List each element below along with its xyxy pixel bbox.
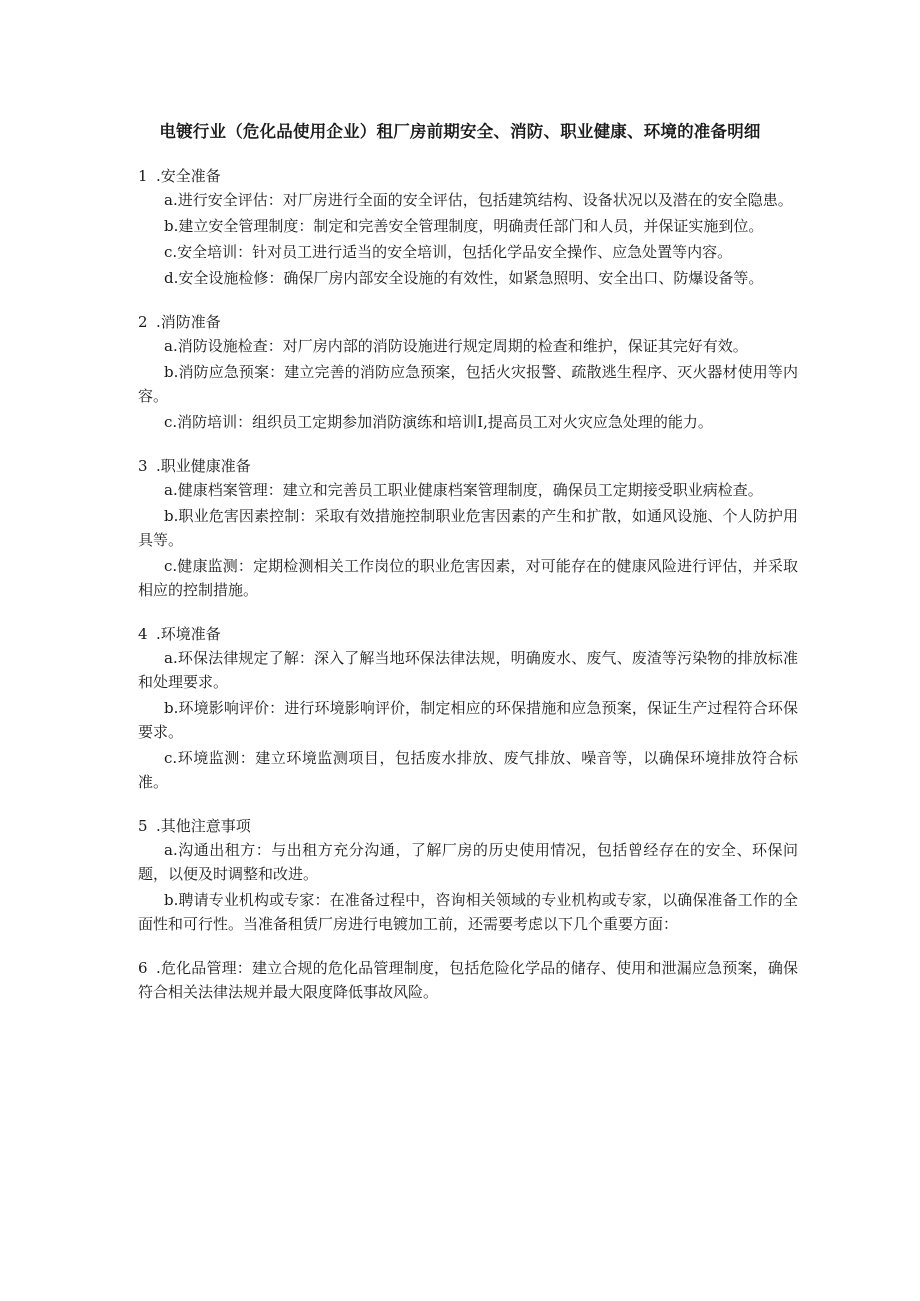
section-heading: [138, 164, 798, 188]
section-heading: [138, 622, 798, 646]
section-heading: [138, 454, 798, 478]
list-item: c.安全培训：针对员工进行适当的安全培训，包括化学品安全操作、应急处置等内容。: [164, 243, 733, 261]
list-item: b.消防应急预案：建立完善的消防应急预案，包括火灾报警、疏散逃生程序、灭火器材使用等内容。: [138, 363, 798, 405]
document-body: [138, 164, 798, 1004]
list-item: b.聘请专业机构或专家：在准备过程中，咨询相关领域的专业机构或专家，以确保准备工作的全面性和可行性。当准备租赁厂房进行电镀加工前，还需要考虑以下几个重要方面：: [138, 891, 798, 933]
list-item: b.建立安全管理制度：制定和完善安全管理制度，明确责任部门和人员，并保证实施到位。: [164, 217, 764, 235]
section-heading: [138, 814, 798, 838]
section-title: .职业健康准备: [156, 457, 251, 475]
section-number: 5: [138, 817, 148, 835]
final-paragraph: [138, 956, 798, 1004]
section-heading: [138, 310, 798, 334]
paragraph-text: .危化品管理：建立合规的危化品管理制度，包括危险化学品的储存、使用和泄漏应急预案，确保符合相关法律法规并最大限度降低事故风险。: [138, 959, 798, 1001]
section-number: 3: [138, 457, 148, 475]
section-number: 2: [138, 313, 148, 331]
section-title: .消防准备: [156, 313, 221, 331]
section-safety: [138, 164, 798, 290]
section-title: .环境准备: [156, 625, 221, 643]
list-item: c.健康监测：定期检测相关工作岗位的职业危害因素，对可能存在的健康风险进行评估，并采取相应的控制措施。: [138, 557, 798, 599]
list-item: a.环保法律规定了解：深入了解当地环保法律法规，明确废水、废气、废渣等污染物的排放标准和处理要求。: [138, 649, 798, 691]
section-other-notes: [138, 814, 798, 936]
list-item: c.环境监测：建立环境监测项目，包括废水排放、废气排放、噪音等，以确保环境排放符合标准。: [138, 749, 798, 791]
section-number: 1: [138, 167, 148, 185]
list-item: a.沟通出租方：与出租方充分沟通，了解厂房的历史使用情况，包括曾经存在的安全、环保问题，以便及时调整和改进。: [138, 841, 798, 883]
section-title: .其他注意事项: [156, 817, 251, 835]
section-number: 4: [138, 625, 148, 643]
paragraph-number: 6: [138, 959, 148, 977]
list-item: b.环境影响评价：进行环境影响评价，制定相应的环保措施和应急预案，保证生产过程符合环保要求。: [138, 699, 798, 741]
section-title: .安全准备: [156, 167, 221, 185]
document-title: 电镀行业（危化品使用企业）租厂房前期安全、消防、职业健康、环境的准备明细: [159, 122, 761, 141]
section-environment: [138, 622, 798, 794]
list-item: a.健康档案管理：建立和完善员工职业健康档案管理制度，确保员工定期接受职业病检查。: [164, 481, 763, 499]
list-item: a.消防设施检查：对厂房内部的消防设施进行规定周期的检查和维护，保证其完好有效。: [164, 337, 748, 355]
section-occupational-health: [138, 454, 798, 602]
section-fire: [138, 310, 798, 434]
list-item: b.职业危害因素控制：采取有效措施控制职业危害因素的产生和扩散，如通风设施、个人防护用具等。: [138, 507, 798, 549]
list-item: d.安全设施检修：确保厂房内部安全设施的有效性，如紧急照明、安全出口、防爆设备等。: [164, 269, 764, 287]
list-item: c.消防培训：组织员工定期参加消防演练和培训I,提高员工对火灾应急处理的能力。: [164, 413, 713, 431]
list-item: a.进行安全评估：对厂房进行全面的安全评估，包括建筑结构、设备状况以及潜在的安全隐患。: [164, 191, 793, 209]
